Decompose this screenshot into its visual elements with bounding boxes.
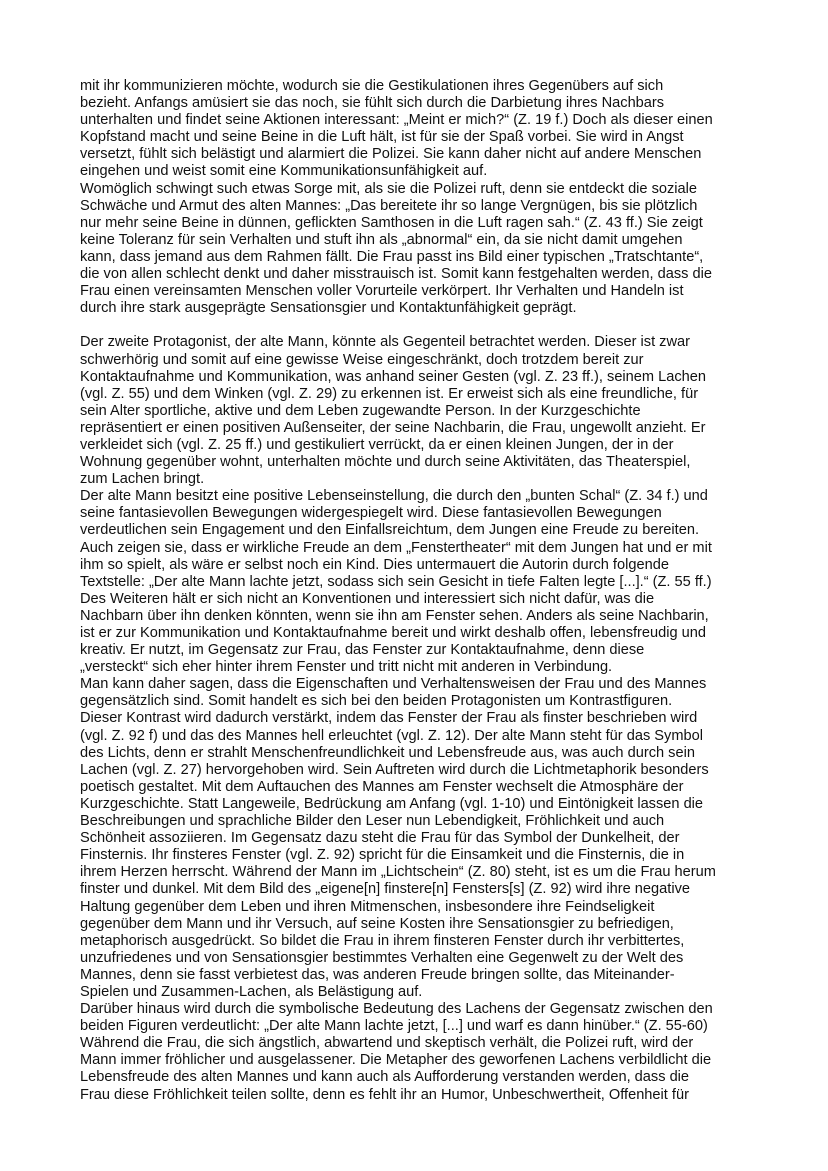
paragraph-6: Darüber hinaus wird durch die symbolische Bedeutung des Lachens der Gegensatz zwischen den beiden Figuren verdeutlicht: „Der alte Mann lachte jetzt, [...] und warf es dann hinüber.“ (Z. 55-60) Während die Frau, die sich ängstlich, abwartend und skeptisch verhält, die Polizei ruft, wird der Mann immer fröhlicher und ausgelassener. Die Metapher des geworfenen Lachens verbildlicht die Lebensfreude des alten Mannes und kann auch als Aufforderung verstanden werden, dass die Frau diese Fröhlichkeit teilen sollte, denn es fehlt ihr an Humor, Unbeschwertheit, Offenheit für: [80, 1001, 713, 1103]
body-text: [80, 78, 752, 1104]
paragraph-2: Womöglich schwingt such etwas Sorge mit, als sie die Polizei ruft, denn sie entdeckt die soziale Schwäche und Armut des alten Mannes: „Das bereitete ihr so lange Vergnügen, bis sie plötzlich nur mehr seine Beine in dünnen, geflickten Samthosen in die Luft ragen sah.“ (Z. 43 ff.) Sie zeigt keine Toleranz für sein Verhalten und stuft ihn als „abnormal“ ein, da sie nicht damit umgehen kann, dass jemand aus dem Rahmen fällt. Die Frau passt ins Bild einer typischen „Tratschtante“, die von allen schlecht denkt und daher misstrauisch ist. Somit kann festgehalten werden, dass die Frau einen vereinsamten Menschen voller Vorurteile verkörpert. Ihr Verhalten und Handeln ist durch ihre stark ausgeprägte Sensationsgier und Kontaktunfähigkeit geprägt.: [80, 180, 712, 317]
paragraph-3: Der zweite Protagonist, der alte Mann, könnte als Gegenteil betrachtet werden. Dieser ist zwar schwerhörig und somit auf eine gewisse Weise eingeschränkt, doch trotzdem bereit zur Kontaktaufnahme und Kommunikation, was anhand seiner Gesten (vgl. Z. 23 ff.), seinem Lachen (vgl. Z. 55) und dem Winken (vgl. Z. 29) zu erkennen ist. Er erweist sich als eine freundliche, für sein Alter sportliche, aktive und dem Leben zugewandte Person. In der Kurzgeschichte repräsentiert er einen positiven Außenseiter, der seine Nachbarin, die Frau, ungewollt anzieht. Er verkleidet sich (vgl. Z. 25 ff.) und gestikuliert verrückt, da er einen kleinen Jungen, der in der Wohnung gegenüber wohnt, unterhalten möchte und durch seine Aktivitäten, das Theaterspiel, zum Lachen bringt.: [80, 334, 706, 488]
paragraph-4: Der alte Mann besitzt eine positive Lebenseinstellung, die durch den „bunten Schal“ (Z. 34 f.) und seine fantasievollen Bewegungen widergespiegelt wird. Diese fantasievollen Bewegungen verdeutlichen sein Engagement und den Einfallsreichtum, dem Jungen eine Freude zu bereiten. Auch zeigen sie, dass er wirkliche Freude an dem „Fenstertheater“ mit dem Jungen hat und er mit ihm so spielt, als wäre er selbst noch ein Kind. Dies untermauert die Autorin durch folgende Textstelle: „Der alte Mann lachte jetzt, sodass sich sein Gesicht in tiefe Falten legte [...].“ (Z. 55 ff.) Des Weiteren hält er sich nicht an Konventionen und interessiert sich nicht dafür, was die Nachbarn über ihn denken könnten, wenn sie ihn am Fenster sehen. Anders als seine Nachbarin, ist er zur Kommunikation und Kontaktaufnahme bereit und wirkt deshalb offen, lebensfreudig und kreativ. Er nutzt, im Gegensatz zur Frau, das Fenster zur Kontaktaufnahme, denn diese „versteckt“ sich eher hinter ihrem Fenster und tritt nicht mit anderen in Verbindung.: [80, 488, 712, 676]
paragraph-5: Man kann daher sagen, dass die Eigenschaften und Verhaltensweisen der Frau und des Mannes gegensätzlich sind. Somit handelt es sich bei den beiden Protagonisten um Kontrastfiguren. Dieser Kontrast wird dadurch verstärkt, indem das Fenster der Frau als finster beschrieben wird (vgl. Z. 92 f) und das des Mannes hell erleuchtet (vgl. Z. 12). Der alte Mann steht für das Symbol des Lichts, denn er strahlt Menschenfreundlichkeit und Lebensfreude aus, was auch durch sein Lachen (vgl. Z. 27) hervorgehoben wird. Sein Auftreten wird durch die Lichtmetaphorik besonders poetisch gestaltet. Mit dem Auftauchen des Mannes am Fenster wechselt die Atmosphäre der Kurzgeschichte. Statt Langeweile, Bedrückung am Anfang (vgl. 1-10) und Eintönigkeit lassen die Beschreibungen und sprachliche Bilder den Leser nun Lebendigkeit, Fröhlichkeit und auch Schönheit assoziieren. Im Gegensatz dazu steht die Frau für das Symbol der Dunkelheit, der Finsternis. Ihr finsteres Fenster (vgl. Z. 92) spricht für die Einsamkeit und die Finsternis, die in ihrem Herzen herrscht. Während der Mann im „Lichtschein“ (Z. 80) steht, ist es um die Frau herum finster und dunkel. Mit dem Bild des „eigene[n] finstere[n] Fensters[s] (Z. 92) wird ihre negative Haltung gegenüber dem Leben und ihren Mitmenschen, insbesondere ihre Feindseligkeit gegenüber dem Mann und ihr Versuch, auf seine Kosten ihre Sensationsgier zu befriedigen, metaphorisch ausgedrückt. So bildet die Frau in ihrem finsteren Fenster durch ihr verbittertes, unzufriedenes und von Sensationsgier bestimmtes Verhalten eine Gegenwelt zu der Welt des Mannes, denn sie fasst verbietest das, was anderen Freude bringen sollte, das Miteinander- Spielen und Zusammen-Lachen, als Belästigung auf.: [80, 676, 716, 1000]
paragraph-1: mit ihr kommunizieren möchte, wodurch sie die Gestikulationen ihres Gegenübers auf sich bezieht. Anfangs amüsiert sie das noch, sie fühlt sich durch die Darbietung ihres Nachbars unterhalten und findet seine Aktionen interessant: „Meint er mich?“ (Z. 19 f.) Doch als dieser einen Kopfstand macht und seine Beine in die Luft hält, ist für sie der Spaß vorbei. Sie wird in Angst versetzt, fühlt sich belästigt und alarmiert die Polizei. Sie kann daher nicht auf andere Menschen eingehen und weist somit eine Kommunikationsunfähigkeit auf.: [80, 78, 713, 180]
paragraph-spacer: [80, 317, 752, 334]
